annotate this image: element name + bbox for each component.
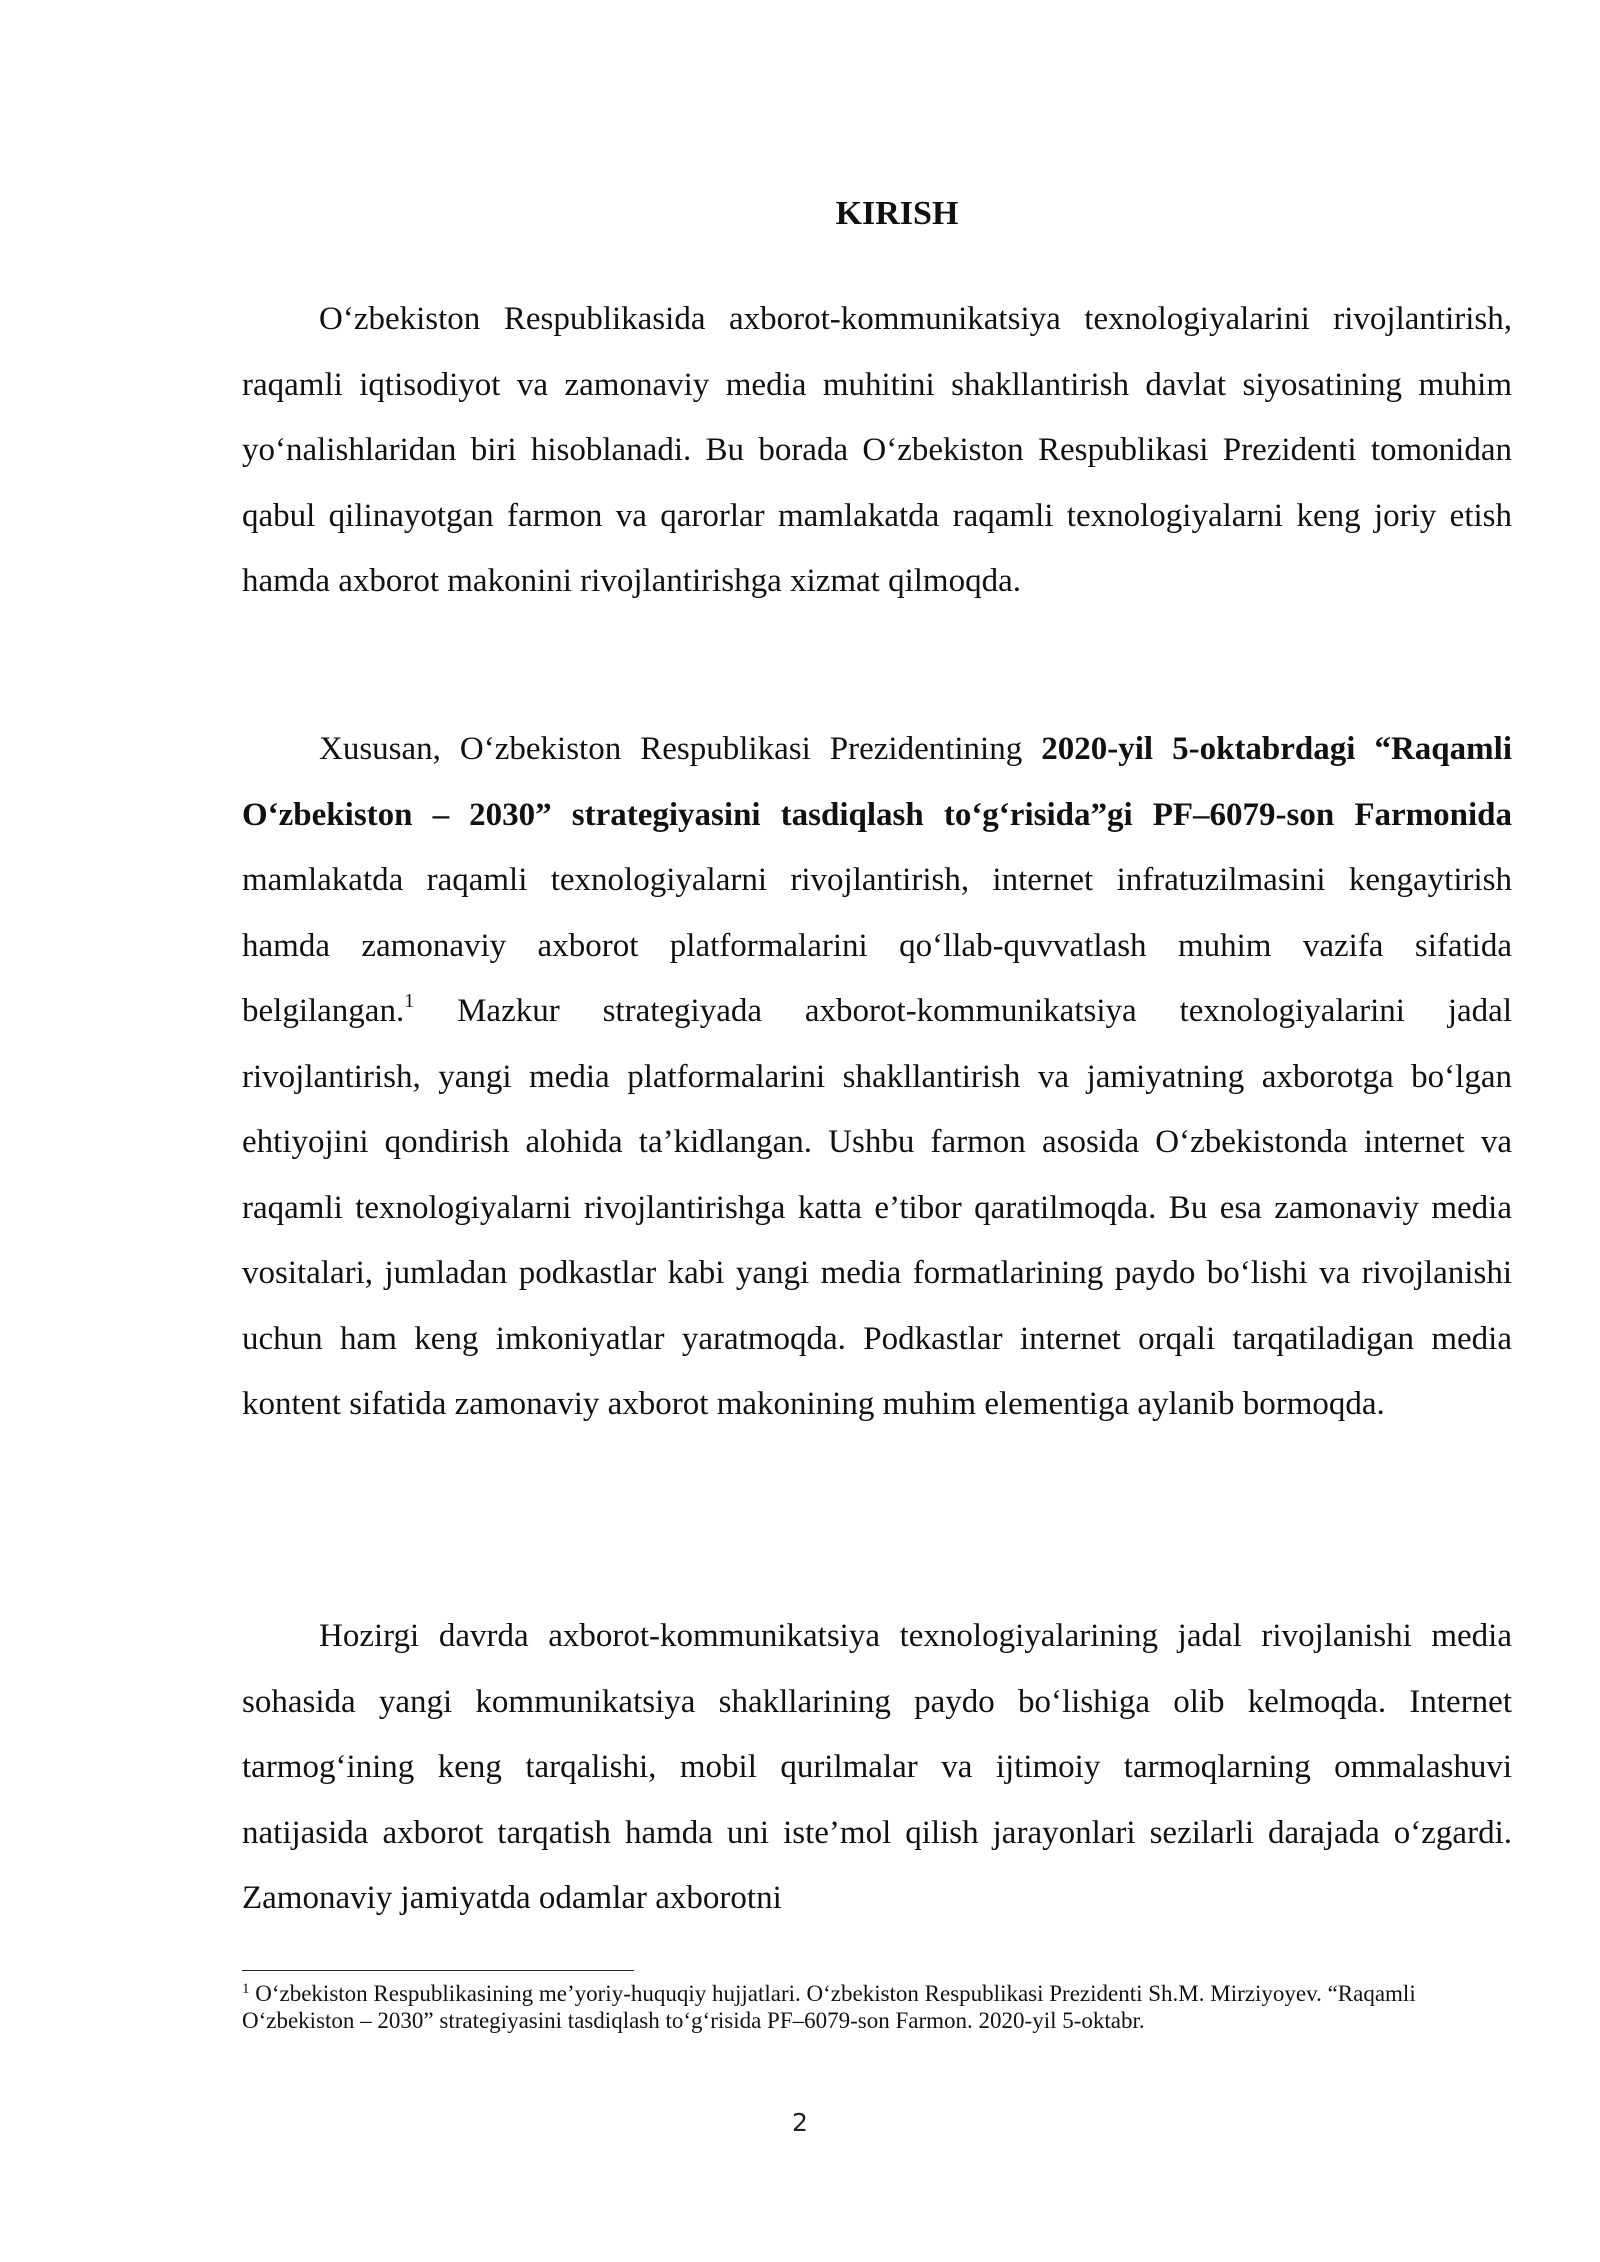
footnote-marker: 1: [242, 1981, 250, 1997]
footnote-reference: 1: [404, 990, 415, 1012]
decree-title-bold: 2020-yil 5-oktabrdagi “Raqamli O‘zbekiston – 2030” strategiyasini tasdiqlash to‘g‘risida”gi PF–6079-son Farmonida: [242, 731, 1512, 833]
paragraph-2-middle: mamlakatda raqamli texnologiyalarni rivojlantirish, internet infratuzilmasini kengaytirish hamda zamonaviy axborot platformalarini qo‘llab-quvvatlash muhim vazifa sifatida belgilangan.: [242, 862, 1512, 1029]
paragraph-1: O‘zbekiston Respublikasida axborot-kommunikatsiya texnologiyalarini rivojlantirish, raqamli iqtisodiyot va zamonaviy media muhitini shakllantirish davlat siyosatining muhim yo‘nalishlaridan biri hisoblanadi. Bu borada O‘zbekiston Respublikasi Prezidenti tomonidan qabul qilinayotgan farmon va qarorlar mamlakatda raqamli texnologiyalarni keng joriy etish hamda axborot makonini rivojlantirishga xizmat qilmoqda.: [242, 301, 1512, 599]
paragraph-2-rest: Mazkur strategiyada axborot-kommunikatsiya texnologiyalarini jadal rivojlantirish, yangi media platformalarini shakllantirish va jamiyatning axborotga bo‘lgan ehtiyojini qondirish alohida ta’kidlangan. Ushbu farmon asosida O‘zbekistonda internet va raqamli texnologiyalarni rivojlantirishga katta e’tibor qaratilmoqda. Bu esa zamonaviy media vositalari, jumladan podkastlar kabi yangi media formatlarining paydo bo‘lishi va rivojlanishi uchun ham keng imkoniyatlar yaratmoqda. Podkastlar internet orqali tarqatiladigan media kontent sifatida zamonaviy axborot makonining muhim elementiga aylanib bormoqda.: [242, 993, 1512, 1422]
paragraph-3: Hozirgi davrda axborot-kommunikatsiya texnologiyalarining jadal rivojlanishi media sohasida yangi kommunikatsiya shakllarining paydo bo‘lishiga olib kelmoqda. Internet tarmog‘ining keng tarqalishi, mobil qurilmalar va ijtimoiy tarmoqlarning ommalashuvi natijasida axborot tarqatish hamda uni iste’mol qilish jarayonlari sezilarli darajada o‘zgardi. Zamonaviy jamiyatda odamlar axborotni: [242, 1618, 1512, 1916]
footnote-text: O‘zbekiston Respublikasining me’yoriy-huquqiy hujjatlari. O‘zbekiston Respublikasi Prezidenti Sh.M. Mirziyoyev. “Raqamli O‘zbekiston – 2030” strategiyasini tasdiqlash to‘g‘risida PF–6079-son Farmon. 2020-yil 5-oktabr.: [242, 1981, 1416, 2033]
page-number: 2: [792, 2108, 808, 2137]
paragraph-2: [242, 717, 1512, 1438]
footnote: [242, 1980, 1482, 2034]
section-heading: KIRISH: [835, 195, 959, 232]
paragraph-2-intro: Xususan, O‘zbekiston Respublikasi Prezidentining: [319, 731, 1042, 767]
footnote-separator: [242, 1970, 634, 1971]
